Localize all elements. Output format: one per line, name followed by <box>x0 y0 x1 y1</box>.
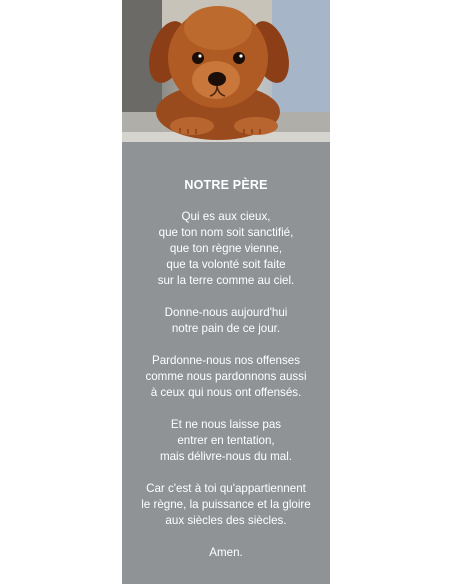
prayer-stanzas <box>122 209 330 561</box>
prayer-line: Donne-nous aujourd'hui <box>164 306 288 319</box>
prayer-line: Car c'est à toi qu'appartiennent <box>146 482 306 495</box>
prayer-stanza <box>122 353 330 401</box>
prayer-stanza <box>122 545 330 561</box>
prayer-stanza <box>122 481 330 529</box>
prayer-title: NOTRE PÈRE <box>184 178 268 192</box>
prayer-line: que ta volonté soit faite <box>166 258 286 271</box>
prayer-stanza <box>122 209 330 289</box>
puppy-illustration <box>122 0 330 142</box>
prayer-text <box>122 142 330 577</box>
prayer-line: mais délivre-nous du mal. <box>159 450 293 463</box>
prayer-line: Pardonne-nous nos offenses <box>151 354 301 367</box>
prayer-line: Et ne nous laisse pas <box>170 418 282 431</box>
prayer-line: aux siècles des siècles. <box>165 514 287 527</box>
prayer-line: sur la terre comme au ciel. <box>157 274 295 287</box>
prayer-line: entrer en tentation, <box>177 434 275 447</box>
prayer-bookmark <box>122 0 330 584</box>
prayer-line: que ton règne vienne, <box>169 242 283 255</box>
prayer-stanza <box>122 417 330 465</box>
prayer-line: le règne, la puissance et la gloire <box>141 498 311 511</box>
prayer-line: comme nous pardonnons aussi <box>145 370 307 383</box>
prayer-line: à ceux qui nous ont offensés. <box>150 386 302 399</box>
prayer-line: notre pain de ce jour. <box>171 322 281 335</box>
prayer-line: Amen. <box>209 546 243 559</box>
prayer-line: que ton nom soit sanctifié, <box>158 226 294 239</box>
prayer-line: Qui es aux cieux, <box>181 210 271 223</box>
puppy-photo <box>122 0 330 142</box>
prayer-stanza <box>122 305 330 337</box>
